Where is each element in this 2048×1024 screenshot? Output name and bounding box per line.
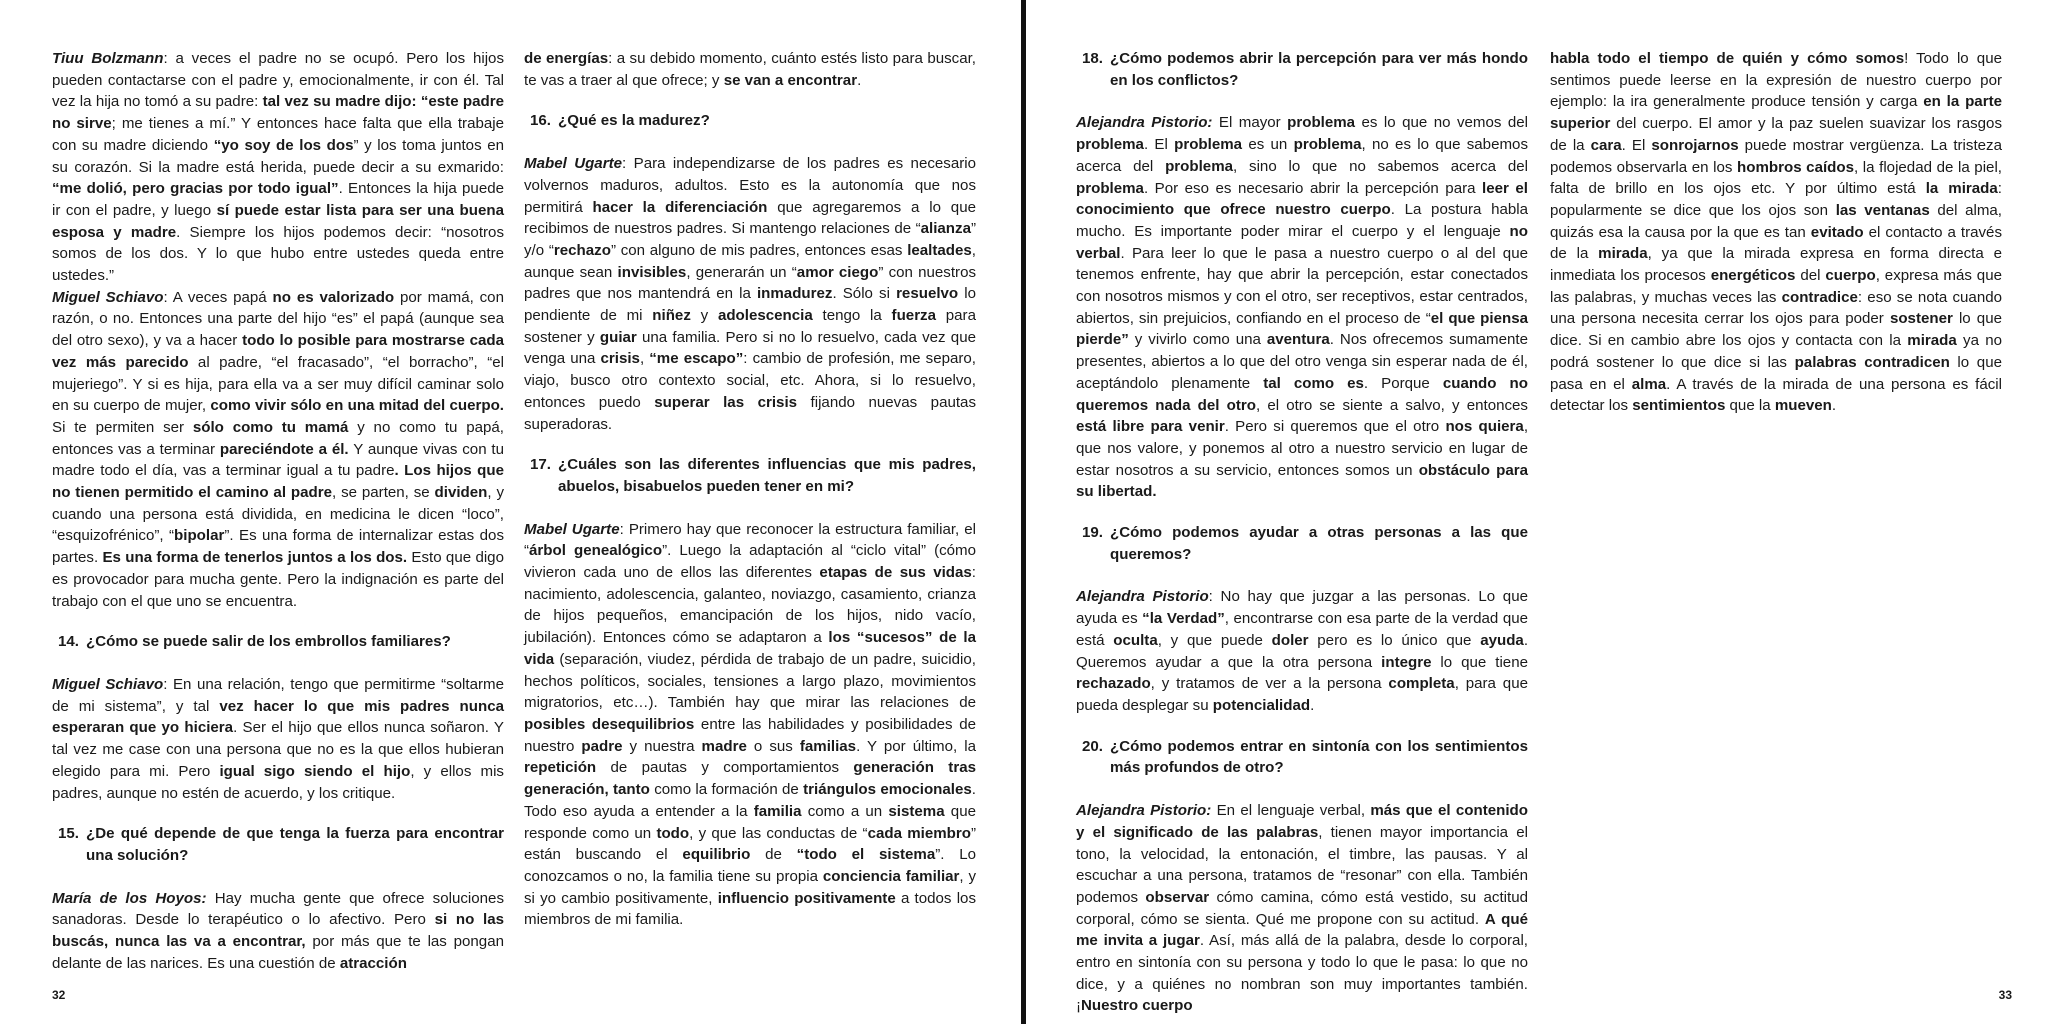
text-run: . Y por último, la [856, 737, 976, 755]
text-run: ”. Lo conozcamos o no, la familia tiene su propia [524, 846, 976, 885]
text-run: puede mostrar vergüenza. La tristeza podemos observarla en los [1550, 136, 2002, 176]
text-run: : No hay que juzgar a las personas. Lo que ayuda es [1076, 588, 1528, 628]
text-run: de [750, 846, 797, 864]
text-run: de pautas y comportamientos [596, 759, 854, 777]
emphasis-text: los “sucesos” de la vida [524, 629, 976, 668]
left-page [0, 0, 1022, 1024]
body-paragraph [52, 287, 504, 613]
text-run: cómo camina, cómo está vestido, su actitud corporal, cómo se sienta. Qué me propone con su actitud. [1076, 888, 1528, 928]
text-run: ; me tienes a mí.” Y entonces hace falta que ella trabaje con su madre diciendo [52, 115, 504, 154]
emphasis-text: todo [656, 824, 690, 842]
emphasis-text: problema [1174, 136, 1243, 154]
emphasis-text: hombros caídos [1737, 158, 1854, 176]
emphasis-text: amor ciego [796, 263, 879, 281]
right-page-column-2 [1550, 48, 2002, 417]
text-run: , y si yo cambio positivamente, [524, 867, 977, 907]
emphasis-text: padre [581, 737, 623, 755]
question-text: ¿Cómo se puede salir de los embrollos familiares? [86, 633, 451, 651]
text-run: , generarán un “ [686, 263, 797, 281]
question-number: 15. [58, 825, 79, 843]
text-run: para sostener y [524, 307, 976, 346]
text-run: el contacto a través de la [1550, 223, 2003, 263]
emphasis-text: sostener [1889, 310, 1953, 328]
body-paragraph [524, 519, 976, 931]
emphasis-text: integre [1381, 653, 1432, 671]
emphasis-text: de energías [524, 50, 609, 67]
emphasis-text: cara [1590, 136, 1622, 154]
text-run: , tienen mayor importancia el tono, la velocidad, la entonación, el timbre, las pausas. Y al escuchar a una persona, tratamos de “resonar” con ella. También podemos [1076, 823, 1528, 906]
emphasis-text: vez hacer lo que mis padres nunca esperaran que yo hiciera [52, 697, 504, 737]
emphasis-text: no es valorizado [272, 288, 395, 306]
emphasis-text: posibles desequilibrios [524, 715, 695, 733]
emphasis-text: “todo el sistema [796, 846, 936, 864]
page-number-left: 32 [52, 988, 66, 1002]
emphasis-text: cada miembro [867, 824, 971, 842]
text-run: , la flojedad de la piel, falta de brillo en los ojos etc. Y por último está [1550, 158, 2002, 198]
text-run: , expresa más que las palabras, y muchas veces las [1550, 267, 2002, 306]
text-run: lo que tiene [1431, 653, 1528, 671]
emphasis-text: familias [799, 737, 857, 755]
speaker-name: Tiuu Bolzmann [52, 50, 164, 67]
text-run: , sino lo que no sabemos acerca del [1233, 157, 1528, 175]
emphasis-text: lealtades [907, 241, 972, 259]
emphasis-text: no verbal [1076, 222, 1528, 262]
text-run: a todos los miembros de mi familia. [524, 889, 976, 929]
emphasis-text: problema [1287, 114, 1356, 132]
text-run: . Porque [1363, 374, 1443, 392]
emphasis-text: problema [1076, 136, 1144, 154]
text-run: es lo que no vemos del [1355, 114, 1528, 132]
text-run: o sus [746, 737, 800, 755]
question-text: ¿Cómo podemos entrar en sintonía con los sentimientos más profundos de otro? [1110, 737, 1528, 777]
text-run: : En una relación, tengo que permitirme “soltarme de mi sistema”, y tal [52, 675, 504, 715]
text-run: . Queremos ayudar a que la otra persona [1076, 631, 1529, 671]
text-run: es un [1242, 136, 1294, 154]
speaker-name: Mabel Ugarte [524, 520, 620, 538]
speaker-name: Alejandra Pistorio: [1076, 114, 1213, 132]
text-run: : A veces papá [163, 288, 273, 306]
text-run: una familia. Pero si no lo resuelvo, cada vez que venga una [524, 328, 976, 368]
text-run: por más que te las pongan delante de las narices. Es una cuestión de [52, 933, 504, 972]
question-number: 17. [530, 456, 551, 474]
text-run: y no como tu papá, entonces vas a terminar [52, 418, 504, 458]
speaker-name: Mabel Ugarte [524, 155, 623, 173]
emphasis-text: obstáculo para su libertad. [1076, 461, 1528, 501]
speaker-name: Alejandra Pistorio [1076, 588, 1209, 606]
text-run: : popularmente se dice que los ojos son [1550, 180, 2002, 219]
speaker-name: Miguel Schiavo [52, 675, 164, 693]
emphasis-text: rechazado [1076, 675, 1151, 693]
emphasis-text: observar [1145, 888, 1210, 906]
emphasis-text: “me dolió, pero gracias por todo igual” [52, 180, 339, 198]
emphasis-text: en la parte superior [1550, 93, 2002, 133]
text-run: . Ser el hijo que ellos nunca soñaron. Y tal vez me case con una persona que no es la que ellos hubieran elegido para mi. Pero [52, 719, 505, 780]
text-run: que responde como un [524, 802, 976, 842]
text-run: , ya que la mirada expresa en forma directa e inmediata los procesos [1550, 245, 2002, 285]
emphasis-text: las ventanas [1835, 201, 1930, 219]
text-run: ” con alguno de mis padres, entonces esas [610, 241, 908, 259]
emphasis-text: está libre para venir [1076, 418, 1225, 436]
emphasis-text: cuando no queremos nada del otro [1076, 374, 1528, 414]
emphasis-text: triángulos emocionales [803, 781, 972, 799]
emphasis-text: oculta [1113, 631, 1158, 649]
text-run: del alma, quizás esa la causa por la que es tan [1550, 201, 2002, 241]
right-page-column-1 [1076, 48, 1528, 1017]
text-run: , y ellos mis padres, aunque no estén de acuerdo, y los critique. [52, 762, 504, 802]
emphasis-text: problema [1076, 179, 1144, 197]
text-run: El mayor [1212, 114, 1288, 132]
question-number: 18. [1082, 50, 1103, 67]
emphasis-text: . Los hijos que no tienen permitido el camino al padre [52, 462, 504, 502]
emphasis-text: ayuda [1480, 631, 1524, 649]
text-run: como la formación de [649, 781, 804, 799]
question-number: 19. [1082, 524, 1103, 542]
emphasis-text: completa [1388, 675, 1455, 693]
text-run: Y aunque vivas con tu madre todo el día, vas a terminar igual a tu padre [52, 440, 505, 480]
emphasis-text: inmadurez [756, 285, 833, 303]
text-run: , [639, 350, 650, 368]
question-number: 16. [530, 112, 551, 130]
emphasis-text: influencio positivamente [717, 889, 896, 907]
page-number-right: 33 [1998, 988, 2012, 1002]
text-run: ” con nuestros padres que nos mantendrá en la [524, 263, 977, 303]
text-run: . Nos ofrecemos sumamente presentes, abiertos a lo que del otro venga sin esperar nada de él, aceptándolo plenamente [1076, 331, 1528, 392]
text-run: que la [1725, 397, 1775, 415]
text-run: lo pendiente de mi [524, 285, 977, 325]
emphasis-text: doler [1271, 631, 1309, 649]
text-run: lo que dice. Si en cambio abre los ojos y contacta con la [1550, 310, 2002, 350]
text-run: del cuerpo. El amor y la paz suelen suavizar los rasgos de la [1550, 115, 2002, 154]
body-paragraph [52, 48, 504, 287]
text-run: : a veces el padre no se ocupó. Pero los hijos pueden contactarse con el padre y, emocionalmente, ir con él. Tal vez la hija no tomó a su padre: [52, 50, 504, 111]
emphasis-text: tal vez su madre dijo: “este padre no sirve [52, 93, 504, 133]
emphasis-text: más que el contenido y el significado de las palabras [1076, 802, 1528, 841]
text-run: . Así, más allá de la palabra, desde lo corporal, entro en sintonía con su persona y todo lo que le pasa: lo que no dice, y a quiénes no nombran son muy importantes también. ¡ [1076, 932, 1528, 1015]
text-run: En el lenguaje verbal, [1211, 802, 1371, 820]
text-run: : nacimiento, adolescencia, galanteo, noviazgo, casamiento, crianza de hijos pequeños, emancipación de los hijos, nido vacío, jubilación). Entonces cómo se adaptaron a [524, 564, 976, 647]
text-run: . Siempre los hijos podemos decir: “nosotros somos de los dos. Y lo que hubo entre ustedes queda entre ustedes.” [52, 223, 504, 285]
emphasis-text: habla todo el tiempo de quién y cómo somos [1550, 50, 1905, 67]
text-run: que agregaremos a lo que recibimos de nuestros padres. Si mantengo relaciones de “ [524, 198, 976, 238]
emphasis-text: sentimientos [1632, 397, 1726, 415]
text-run: , el otro se siente a salvo, y entonces [1255, 396, 1528, 414]
emphasis-text: “la Verdad” [1142, 610, 1225, 628]
question-heading [52, 631, 504, 653]
text-run: . El [1143, 136, 1175, 154]
emphasis-text: problema [1165, 157, 1234, 175]
emphasis-text: invisibles [617, 263, 687, 281]
emphasis-text: fuerza [891, 307, 937, 325]
text-run: . Sólo si [832, 285, 897, 303]
emphasis-text: dividen [434, 484, 488, 502]
question-heading [1076, 522, 1528, 565]
question-text: ¿Cuáles son las diferentes influencias que mis padres, abuelos, bisabuelos pueden tener en mi? [558, 456, 976, 495]
speaker-name: Alejandra Pistorio: [1076, 802, 1212, 820]
emphasis-text: sonrojarnos [1651, 136, 1739, 154]
left-page-column-1 [52, 48, 504, 974]
emphasis-text: sólo como tu mamá [192, 418, 349, 436]
text-run: ya no podrá sostener lo que dice si las [1550, 332, 2002, 371]
text-run: ”. Es una forma de internalizar estas dos partes. [52, 527, 504, 567]
text-run: , y que las conductas de “ [689, 824, 868, 842]
emphasis-text: cuerpo [1825, 267, 1876, 285]
emphasis-text: árbol genealógico [529, 542, 663, 560]
emphasis-text: la mirada [1925, 180, 1998, 198]
emphasis-text: repetición [524, 759, 597, 777]
emphasis-text: todo lo posible para mostrarse cada vez más parecido [52, 332, 504, 371]
emphasis-text: superar las crisis [654, 393, 798, 411]
text-run: , encontrarse con esa parte de la verdad que está [1076, 610, 1528, 649]
text-run: . La postura habla mucho. Es importante poder mirar el cuerpo y el lenguaje [1076, 201, 1529, 240]
emphasis-text: igual sigo siendo el hijo [219, 762, 411, 780]
body-paragraph [52, 888, 504, 975]
body-paragraph [1076, 112, 1528, 503]
text-run: , y que puede [1157, 631, 1272, 649]
text-run: , para que pueda desplegar su [1076, 675, 1528, 714]
emphasis-text: crisis [600, 350, 640, 368]
left-page-column-2 [524, 48, 976, 931]
body-paragraph [524, 153, 976, 435]
emphasis-text: como vivir sólo en una mitad del cuerpo. [210, 397, 504, 415]
emphasis-text: mirada [1907, 332, 1957, 350]
text-run: . Pero si queremos que el otro [1224, 418, 1446, 436]
emphasis-text: potencialidad [1212, 696, 1311, 714]
text-run: ”. Luego la adaptación al “ciclo vital” (cómo vivieron cada uno de ellos las diferentes [524, 542, 976, 582]
emphasis-text: leer el conocimiento que ofrece nuestro cuerpo [1076, 179, 1528, 219]
emphasis-text: sistema [888, 802, 945, 820]
right-page [1026, 0, 2048, 1024]
emphasis-text: palabras contradicen [1794, 353, 1950, 371]
emphasis-text: se van a encontrar [723, 71, 858, 89]
emphasis-text: nos quiera [1445, 418, 1524, 436]
text-run: ! Todo lo que sentimos puede leerse en la expresión de nuestro cuerpo por ejemplo: la ira generalmente produce tensión y carga [1550, 50, 2002, 111]
text-run: . A través de la mirada de una persona es fácil detectar los [1550, 375, 2002, 415]
emphasis-text: pareciéndote a él. [219, 440, 349, 458]
emphasis-text: energéticos [1710, 267, 1796, 285]
text-run: entre las habilidades y posibilidades de nuestro [524, 715, 977, 755]
emphasis-text: equilibrio [682, 846, 751, 864]
question-heading [52, 823, 504, 866]
text-run: pero es lo único que [1308, 631, 1481, 649]
emphasis-text: sí puede estar lista para ser una buena esposa y madre [52, 201, 504, 241]
text-run: ” están buscando el [524, 824, 977, 864]
emphasis-text: etapas de sus vidas [819, 564, 972, 582]
emphasis-text: alianza [920, 220, 971, 238]
text-run: del [1795, 267, 1826, 285]
body-paragraph [52, 674, 504, 804]
text-run: , y tratamos de ver a la persona [1150, 675, 1389, 693]
text-run: Esto que digo es provocador para mucha gente. Pero la indignación es parte del trabajo con el que uno se encuentra. [52, 549, 504, 610]
text-run: . Para leer lo que le pasa a nuestro cuerpo o al del que tenemos enfrente, hay que abrir la percepción, estar conectados con nosotros mismos y con el otro, ser receptivos, estar centrados, abiertos, sin prejuicios, confiando en el proceso de “ [1076, 244, 1528, 327]
question-heading [1076, 48, 1528, 91]
text-run: : Primero hay que reconocer la estructura familiar, el “ [524, 520, 977, 560]
emphasis-text: tal como es [1263, 374, 1364, 392]
question-heading [524, 454, 976, 497]
text-run: , que nos valore, y ponemos al otro a nuestro servicio en lugar de estar nosotros a su servicio, entonces somos un [1076, 418, 1529, 479]
emphasis-text: alma [1631, 375, 1667, 393]
emphasis-text: niñez [652, 307, 691, 325]
text-run: . Por eso es necesario abrir la percepción para [1143, 179, 1483, 197]
text-run: . Todo eso ayuda a entender a la [524, 781, 976, 820]
emphasis-text: resuelvo [896, 285, 959, 303]
question-text: ¿Cómo podemos abrir la percepción para ver más hondo en los conflictos? [1110, 50, 1528, 89]
text-run: Si te permiten ser [52, 418, 193, 436]
emphasis-text: evitado [1810, 223, 1864, 241]
emphasis-text: “yo soy de los dos [213, 136, 354, 154]
emphasis-text: generación tras generación, tanto [524, 759, 976, 799]
emphasis-text: madre [701, 737, 747, 755]
emphasis-text: hacer la diferenciación [592, 198, 768, 216]
emphasis-text: “me escapo” [649, 350, 744, 368]
body-paragraph [524, 48, 976, 91]
text-run: , aunque sean [524, 241, 976, 281]
text-run: . [1831, 397, 1837, 415]
text-run: ” y los toma juntos en su corazón. Si la madre está herida, puede decir a su exmarido: [52, 136, 504, 176]
text-run: por mamá, con razón, o no. Entonces una parte del hijo “es” el papá (aunque sea del otro sexo), y va a hacer [52, 288, 504, 350]
question-heading [1076, 736, 1528, 779]
text-run: lo que pasa en el [1550, 353, 2002, 393]
text-run: , no es lo que sabemos acerca del [1076, 136, 1528, 175]
text-run: . Entonces la hija puede ir con el padre, y luego [52, 180, 504, 219]
text-run: . El [1621, 136, 1652, 154]
text-run: : eso se nota cuando una persona necesita cerrar los ojos para poder [1550, 288, 2002, 328]
question-text: ¿De qué depende de que tenga la fuerza para encontrar una solución? [86, 825, 504, 864]
text-run: , se parten, se [332, 484, 435, 502]
speaker-name: Miguel Schiavo [52, 288, 164, 306]
text-run: ” y/o “ [524, 220, 976, 259]
text-run: al padre, “el fracasado”, “el borracho”, “el mujeriego”. Y si es hija, para ella va a ser muy difícil caminar solo en su cuerpo de mujer, [52, 353, 504, 415]
body-paragraph [1076, 586, 1528, 716]
emphasis-text: guiar [599, 328, 637, 346]
emphasis-text: adolescencia [717, 307, 813, 325]
emphasis-text: conciencia familiar [822, 867, 960, 885]
text-run: , y cuando una persona está dividida, en medicina le dicen “loco”, “esquizofrénico”, “ [52, 484, 505, 545]
text-run: : Para independizarse de los padres es necesario volvernos maduros, adultos. Esto es la autonomía que nos permitirá [524, 155, 977, 216]
body-paragraph [1076, 800, 1528, 1017]
emphasis-text: mirada [1598, 245, 1648, 263]
text-run: . [857, 71, 862, 89]
emphasis-text: Es una forma de tenerlos juntos a los dos. [102, 549, 408, 567]
emphasis-text: rechazo [553, 241, 611, 259]
emphasis-text: si no las buscás, nunca las va a encontrar, [52, 911, 504, 951]
emphasis-text: A qué me invita a jugar [1076, 910, 1528, 950]
emphasis-text: problema [1293, 136, 1362, 154]
text-run: y [690, 307, 718, 325]
emphasis-text: atracción [339, 954, 407, 972]
text-run: como a un [801, 802, 889, 820]
emphasis-text: Nuestro cuerpo [1081, 997, 1193, 1015]
question-text: ¿Qué es la madurez? [558, 112, 710, 130]
speaker-name: María de los Hoyos: [52, 889, 207, 907]
body-paragraph [1550, 48, 2002, 417]
emphasis-text: aventura [1266, 331, 1330, 349]
text-run: : a su debido momento, cuánto estés listo para buscar, te vas a traer al que ofrece; y [524, 50, 976, 89]
question-number: 20. [1082, 737, 1103, 755]
emphasis-text: el que piensa pierde” [1076, 309, 1528, 349]
text-run: y nuestra [622, 737, 702, 755]
emphasis-text: contradice [1781, 288, 1858, 306]
text-run: y vivirlo como una [1128, 331, 1267, 349]
question-number: 14. [58, 633, 79, 651]
emphasis-text: familia [753, 802, 802, 820]
text-run: tengo la [812, 307, 892, 325]
emphasis-text: mueven [1774, 397, 1832, 415]
text-run: : cambio de profesión, me separo, viajo, busco otro contexto social, etc. Ahora, si lo resuelvo, entonces puedo [524, 350, 976, 411]
emphasis-text: bipolar [174, 527, 225, 545]
text-run: (separación, viudez, pérdida de trabajo de un padre, suicidio, hechos políticos, sociales, tensiones a largo plazo, movimientos migratorios, etc…). También hay que mirar las relaciones de [524, 650, 976, 712]
question-heading [524, 110, 976, 132]
text-run: . [1310, 696, 1315, 714]
question-text: ¿Cómo podemos ayudar a otras personas a las que queremos? [1110, 524, 1528, 563]
text-run: Hay mucha gente que ofrece soluciones sanadoras. Desde lo terapéutico o lo afectivo. Pero [52, 889, 504, 929]
text-run: fijando nuevas pautas superadoras. [524, 393, 976, 433]
